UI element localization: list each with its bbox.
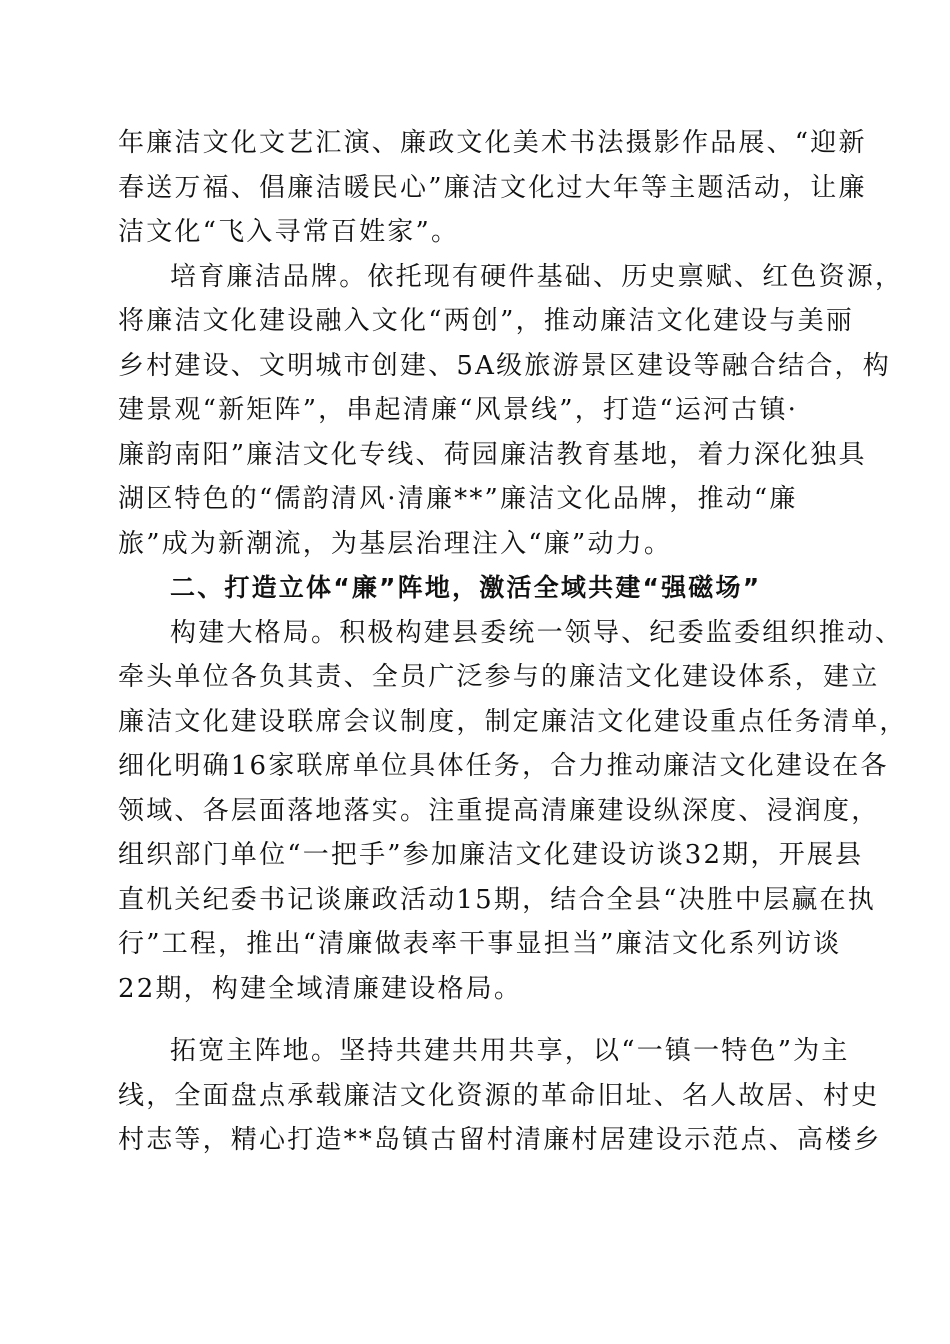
paragraph-line: 22期，构建全域清廉建设格局。 <box>118 973 523 1004</box>
paragraph-line: 廉韵南阳”廉洁文化专线、荷园廉洁教育基地，着力深化独具 <box>118 439 867 470</box>
paragraph-line: 洁文化“飞入寻常百姓家”。 <box>118 217 460 247</box>
paragraph-line: 线，全面盘点承载廉洁文化资源的革命旧址、名人故居、村史 <box>118 1080 880 1111</box>
paragraph-line: 行”工程，推出“清廉做表率干事显担当”廉洁文化系列访谈 <box>118 929 842 959</box>
paragraph-line: 旅”成为新潮流，为基层治理注入“廉”动力。 <box>118 528 673 559</box>
paragraph-line: 村志等，精心打造**岛镇古留村清廉村居建设示范点、高楼乡 <box>118 1125 882 1155</box>
paragraph-line: 春送万福、倡廉洁暖民心”廉洁文化过大年等主题活动，让廉 <box>118 172 867 203</box>
paragraph-line: 廉洁文化建设联席会议制度，制定廉洁文化建设重点任务清单， <box>118 706 908 737</box>
paragraph-line: 细化明确16家联席单位具体任务，合力推动廉洁文化建设在各 <box>118 751 889 781</box>
paragraph-line: 建景观“新矩阵”，串起清廉“风景线”，打造“运河古镇· <box>118 395 799 425</box>
paragraph-line: 构建大格局。积极构建县委统一领导、纪委监委组织推动、 <box>170 617 904 648</box>
paragraph-line: 拓宽主阵地。坚持共建共用共享，以“一镇一特色”为主 <box>170 1036 850 1066</box>
paragraph-line: 年廉洁文化文艺汇演、廉政文化美术书法摄影作品展、“迎新 <box>118 128 867 158</box>
paragraph-line: 湖区特色的“儒韵清风·清廉**”廉洁文化品牌，推动“廉 <box>118 484 798 514</box>
paragraph-line: 将廉洁文化建设融入文化“两创”，推动廉洁文化建设与美丽 <box>118 306 854 336</box>
paragraph-spacer <box>118 1011 838 1029</box>
paragraph-line: 组织部门单位“一把手”参加廉洁文化建设访谈32期，开展县 <box>118 840 864 870</box>
paragraph-line: 直机关纪委书记谈廉政活动15期，结合全县“决胜中层赢在执 <box>118 884 876 915</box>
paragraph-line: 培育廉洁品牌。依托现有硬件基础、历史禀赋、红色资源， <box>170 261 904 292</box>
document-body <box>118 121 908 1163</box>
paragraph-line: 乡村建设、文明城市创建、5A级旅游景区建设等融合结合，构 <box>118 350 891 381</box>
paragraph-line: 牵头单位各负其责、全员广泛参与的廉洁文化建设体系，建立 <box>118 662 880 692</box>
paragraph-line: 领域、各层面落地落实。注重提高清廉建设纵深度、浸润度， <box>118 795 880 826</box>
section-heading: 二、打造立体“廉”阵地，激活全域共建“强磁场” <box>170 573 762 602</box>
